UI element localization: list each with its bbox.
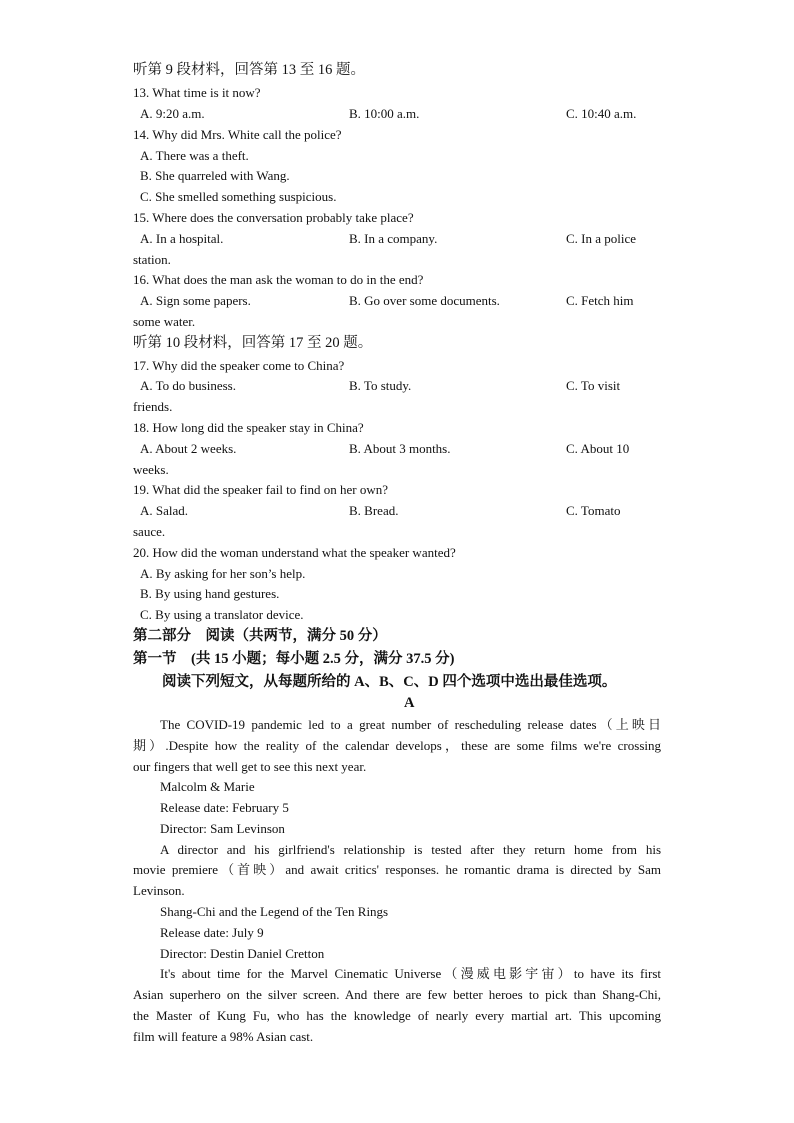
film-1-director: Director: Sam Levinson	[160, 821, 285, 836]
question-19-option-a: A. Salad.	[140, 503, 189, 518]
film-2-director: Director: Destin Daniel Cretton	[160, 946, 325, 961]
question-18-option-c-continued: weeks.	[133, 462, 169, 477]
question-15-option-c: C. In a police	[566, 231, 637, 246]
question-18-option-a: A. About 2 weeks.	[140, 441, 237, 456]
film-1-release-date: Release date: February 5	[160, 800, 289, 815]
film-1-desc-line-3: Levinson.	[133, 883, 185, 898]
question-13-stem: 13. What time is it now?	[133, 85, 261, 100]
question-17-option-c-continued: friends.	[133, 399, 173, 414]
section-10-header: 听第 10 段材料，回答第 17 至 20 题。	[133, 335, 373, 351]
question-13-option-a: A. 9:20 a.m.	[140, 106, 205, 121]
question-18-stem: 18. How long did the speaker stay in China?	[133, 420, 364, 435]
question-17-stem: 17. Why did the speaker come to China?	[133, 358, 345, 373]
question-18-option-b: B. About 3 months.	[349, 441, 451, 456]
intro-line-1: The COVID-19 pandemic led to a great number of rescheduling release dates（上映日	[160, 717, 661, 732]
film-1-desc-line-1: A director and his girlfriend's relationship is tested after they return home from his	[160, 842, 661, 857]
question-20-option-b: B. By using hand gestures.	[140, 586, 280, 601]
question-14-option-b: B. She quarreled with Wang.	[140, 168, 290, 183]
film-2-release-date: Release date: July 9	[160, 925, 264, 940]
intro-line-3: our fingers that well get to see this next year.	[133, 759, 367, 774]
question-16-option-c-continued: some water.	[133, 314, 196, 329]
question-16-stem: 16. What does the man ask the woman to do in the end?	[133, 272, 424, 287]
film-2-desc-line-3: the Master of Kung Fu, who has the knowledge of nearly every martial art. This upcoming	[133, 1008, 661, 1023]
passage-letter: A	[404, 695, 415, 711]
section-one-title: 第一节 (共 15 小题；每小题 2.5 分，满分 37.5 分)	[133, 651, 455, 667]
question-14-option-c: C. She smelled something suspicious.	[140, 189, 337, 204]
question-16-option-b: B. Go over some documents.	[349, 293, 500, 308]
question-15-option-a: A. In a hospital.	[140, 231, 224, 246]
question-15-stem: 15. Where does the conversation probably take place?	[133, 210, 414, 225]
film-2-desc-line-1: It's about time for the Marvel Cinematic Universe（漫威电影宇宙）to have its first	[160, 966, 661, 981]
question-19-stem: 19. What did the speaker fail to find on her own?	[133, 482, 388, 497]
question-16-option-c: C. Fetch him	[566, 293, 634, 308]
reading-instruction: 阅读下列短文，从每题所给的 A、B、C、D 四个选项中选出最佳选项。	[162, 674, 617, 690]
question-16-option-a: A. Sign some papers.	[140, 293, 251, 308]
question-13-option-c: C. 10:40 a.m.	[566, 106, 637, 121]
question-20-option-a: A. By asking for her son’s help.	[140, 566, 306, 581]
question-19-option-c-continued: sauce.	[133, 524, 166, 539]
question-17-option-b: B. To study.	[349, 378, 412, 393]
section-9-header: 听第 9 段材料，回答第 13 至 16 题。	[133, 62, 365, 78]
question-14-option-a: A. There was a theft.	[140, 148, 249, 163]
question-19-option-c: C. Tomato	[566, 503, 621, 518]
question-18-option-c: C. About 10	[566, 441, 630, 456]
question-19-option-b: B. Bread.	[349, 503, 399, 518]
intro-line-2: 期）.Despite how the reality of the calendar develops，these are some films we're crossing	[133, 738, 661, 753]
film-2-desc-line-2: Asian superhero on the silver screen. And there are few better heroes to pick than Shang-Chi,	[133, 987, 661, 1002]
film-2-desc-line-4: film will feature a 98% Asian cast.	[133, 1029, 314, 1044]
film-1-title: Malcolm & Marie	[160, 779, 255, 794]
question-20-stem: 20. How did the woman understand what the speaker wanted?	[133, 545, 456, 560]
question-20-option-c: C. By using a translator device.	[140, 607, 304, 622]
question-15-option-b: B. In a company.	[349, 231, 438, 246]
question-13-option-b: B. 10:00 a.m.	[349, 106, 420, 121]
question-17-option-c: C. To visit	[566, 378, 621, 393]
film-2-title: Shang-Chi and the Legend of the Ten Rings	[160, 904, 389, 919]
film-1-desc-line-2: movie premiere（首映）and await critics' responses. he romantic drama is directed by Sam	[133, 862, 661, 877]
question-17-option-a: A. To do business.	[140, 378, 236, 393]
part-two-title: 第二部分 阅读（共两节，满分 50 分）	[133, 628, 387, 644]
question-14-stem: 14. Why did Mrs. White call the police?	[133, 127, 342, 142]
question-15-option-c-continued: station.	[133, 252, 171, 267]
